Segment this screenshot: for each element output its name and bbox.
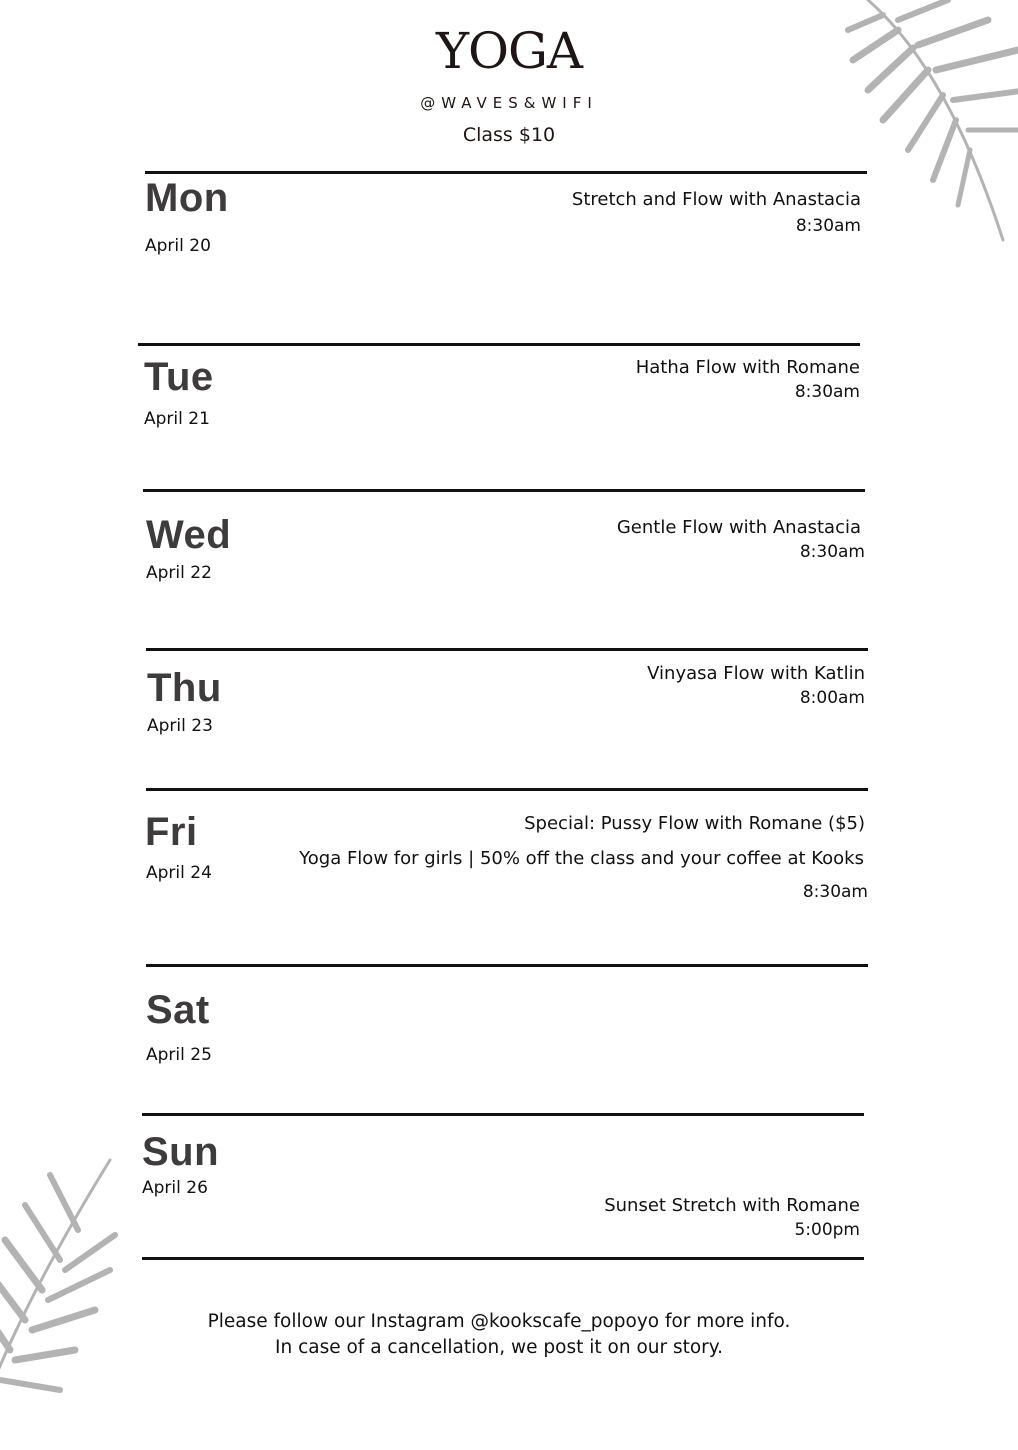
divider [146, 648, 868, 651]
class-name-wednesday: Gentle Flow with Anastacia [616, 517, 861, 538]
divider [145, 171, 867, 174]
page-title: YOGA [435, 22, 583, 80]
footer-instagram-note: Please follow our Instagram @kookscafe_popoyo for more info. [207, 1311, 791, 1332]
class-price: Class $10 [462, 124, 556, 146]
day-name-thursday: Thu [147, 666, 222, 710]
day-name-tuesday: Tue [144, 355, 214, 399]
date-monday: April 20 [145, 236, 211, 256]
class-note-friday: Yoga Flow for girls | 50% off the class and your coffee at Kooks [299, 848, 864, 869]
class-time-friday: 8:30am [802, 882, 868, 902]
date-friday: April 24 [146, 863, 212, 883]
palm-leaf-decoration [0, 1150, 120, 1400]
class-name-monday: Stretch and Flow with Anastacia [571, 189, 861, 210]
divider [142, 1257, 864, 1260]
class-time-monday: 8:30am [795, 216, 861, 236]
class-name-friday-special: Special: Pussy Flow with Romane ($5) [524, 813, 865, 834]
day-name-sunday: Sun [142, 1130, 220, 1174]
day-name-saturday: Sat [146, 988, 210, 1032]
class-time-wednesday: 8:30am [799, 542, 865, 562]
date-saturday: April 25 [146, 1045, 212, 1065]
day-name-wednesday: Wed [146, 513, 232, 557]
date-tuesday: April 21 [144, 409, 210, 429]
date-wednesday: April 22 [146, 563, 212, 583]
divider [142, 1113, 864, 1116]
class-time-tuesday: 8:30am [794, 382, 860, 402]
footer-cancellation-note: In case of a cancellation, we post it on our story. [275, 1337, 723, 1358]
date-sunday: April 26 [142, 1178, 208, 1198]
divider [138, 343, 860, 346]
day-name-friday: Fri [145, 810, 198, 854]
divider [146, 788, 868, 791]
class-name-thursday: Vinyasa Flow with Katlin [647, 663, 865, 684]
date-thursday: April 23 [147, 716, 213, 736]
class-name-tuesday: Hatha Flow with Romane [635, 357, 860, 378]
class-time-thursday: 8:00am [799, 688, 865, 708]
divider [146, 964, 868, 967]
divider [143, 489, 865, 492]
class-name-sunday: Sunset Stretch with Romane [604, 1195, 860, 1216]
venue-handle: @WAVES&WIFI [420, 94, 598, 112]
day-name-monday: Mon [145, 176, 229, 220]
class-time-sunday: 5:00pm [794, 1220, 860, 1240]
